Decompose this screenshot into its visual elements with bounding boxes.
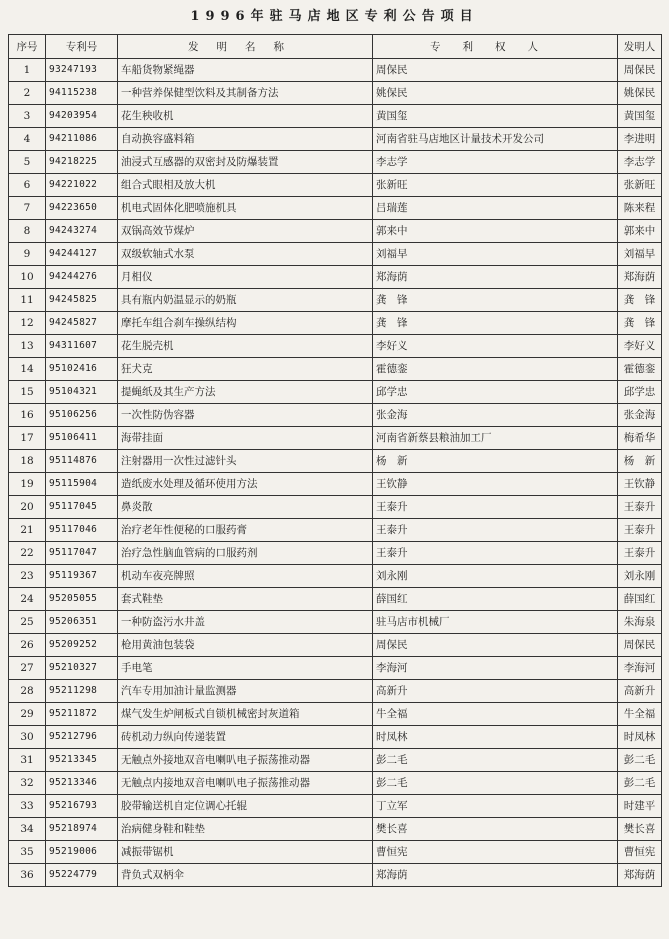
row-seq: 34	[9, 818, 46, 841]
row-inventor: 杨 新	[618, 450, 662, 473]
table-row	[9, 772, 662, 795]
table-row	[9, 749, 662, 772]
row-owner: 周保民	[373, 634, 618, 657]
row-owner: 李志学	[373, 151, 618, 174]
table-row	[9, 611, 662, 634]
table-row	[9, 841, 662, 864]
table-row	[9, 450, 662, 473]
row-patent-no: 95210327	[46, 657, 118, 680]
row-seq: 9	[9, 243, 46, 266]
row-inventor: 樊长喜	[618, 818, 662, 841]
row-patent-no: 95224779	[46, 864, 118, 887]
table-row	[9, 427, 662, 450]
row-patent-no: 94115238	[46, 82, 118, 105]
table-row	[9, 151, 662, 174]
row-inventor: 李好义	[618, 335, 662, 358]
row-inventor: 龚 锋	[618, 289, 662, 312]
row-inventor: 薛国红	[618, 588, 662, 611]
row-owner: 姚保民	[373, 82, 618, 105]
row-patent-no: 94218225	[46, 151, 118, 174]
row-owner: 周保民	[373, 59, 618, 82]
row-inventor: 周保民	[618, 634, 662, 657]
row-seq: 24	[9, 588, 46, 611]
row-inventor: 张新旺	[618, 174, 662, 197]
table-row	[9, 404, 662, 427]
row-inventor: 陈来程	[618, 197, 662, 220]
row-seq: 21	[9, 519, 46, 542]
row-name: 手电笔	[118, 657, 373, 680]
row-inventor: 郭来中	[618, 220, 662, 243]
row-patent-no: 95212796	[46, 726, 118, 749]
row-name: 枪用黄油包装袋	[118, 634, 373, 657]
row-inventor: 王泰升	[618, 542, 662, 565]
row-owner: 时凤林	[373, 726, 618, 749]
row-seq: 26	[9, 634, 46, 657]
row-seq: 5	[9, 151, 46, 174]
row-seq: 16	[9, 404, 46, 427]
row-inventor: 彭二毛	[618, 772, 662, 795]
table-row	[9, 565, 662, 588]
row-patent-no: 95206351	[46, 611, 118, 634]
row-patent-no: 95117046	[46, 519, 118, 542]
table-header-row	[9, 35, 662, 59]
row-seq: 1	[9, 59, 46, 82]
row-seq: 35	[9, 841, 46, 864]
row-seq: 23	[9, 565, 46, 588]
row-owner: 樊长喜	[373, 818, 618, 841]
row-seq: 18	[9, 450, 46, 473]
row-seq: 15	[9, 381, 46, 404]
table-row	[9, 542, 662, 565]
row-inventor: 牛全福	[618, 703, 662, 726]
table-row	[9, 174, 662, 197]
table-row	[9, 795, 662, 818]
row-name: 提蝇纸及其生产方法	[118, 381, 373, 404]
row-name: 汽车专用加油计量监测器	[118, 680, 373, 703]
row-seq: 30	[9, 726, 46, 749]
row-owner: 张新旺	[373, 174, 618, 197]
row-patent-no: 95213346	[46, 772, 118, 795]
row-name: 无触点内接地双音电喇叭电子振荡推动器	[118, 772, 373, 795]
row-seq: 14	[9, 358, 46, 381]
row-name: 机动车夜亮牌照	[118, 565, 373, 588]
table-row	[9, 726, 662, 749]
row-inventor: 霍德銮	[618, 358, 662, 381]
row-inventor: 王钦静	[618, 473, 662, 496]
row-name: 花生脱壳机	[118, 335, 373, 358]
row-patent-no: 95104321	[46, 381, 118, 404]
row-owner: 牛全福	[373, 703, 618, 726]
row-inventor: 邱学忠	[618, 381, 662, 404]
table-row	[9, 680, 662, 703]
row-inventor: 曹恒宪	[618, 841, 662, 864]
patent-table	[8, 34, 662, 887]
row-patent-no: 94211086	[46, 128, 118, 151]
row-name: 鼻炎散	[118, 496, 373, 519]
row-name: 机电式固体化肥喷施机具	[118, 197, 373, 220]
table-row	[9, 289, 662, 312]
row-seq: 6	[9, 174, 46, 197]
page-title: 1996年驻马店地区专利公告项目	[190, 9, 479, 24]
row-seq: 8	[9, 220, 46, 243]
row-owner: 彭二毛	[373, 749, 618, 772]
row-inventor: 时建平	[618, 795, 662, 818]
row-seq: 27	[9, 657, 46, 680]
row-inventor: 黄国玺	[618, 105, 662, 128]
row-owner: 王钦静	[373, 473, 618, 496]
row-patent-no: 95219006	[46, 841, 118, 864]
row-name: 油浸式互感器的双密封及防爆装置	[118, 151, 373, 174]
row-patent-no: 95205055	[46, 588, 118, 611]
row-name: 双锅高效节煤炉	[118, 220, 373, 243]
row-inventor: 彭二毛	[618, 749, 662, 772]
table-row	[9, 634, 662, 657]
row-seq: 32	[9, 772, 46, 795]
row-name: 一种营养保健型饮料及其制备方法	[118, 82, 373, 105]
row-inventor: 张金海	[618, 404, 662, 427]
row-name: 一种防盗污水井盖	[118, 611, 373, 634]
table-row	[9, 381, 662, 404]
row-seq: 13	[9, 335, 46, 358]
table-row	[9, 105, 662, 128]
table-row	[9, 496, 662, 519]
row-name: 狂犬克	[118, 358, 373, 381]
row-patent-no: 95216793	[46, 795, 118, 818]
table-row	[9, 266, 662, 289]
row-owner: 邱学忠	[373, 381, 618, 404]
table-row	[9, 358, 662, 381]
row-seq: 12	[9, 312, 46, 335]
row-patent-no: 95211298	[46, 680, 118, 703]
row-owner: 河南省驻马店地区计量技术开发公司	[373, 128, 618, 151]
row-inventor: 李进明	[618, 128, 662, 151]
row-patent-no: 94203954	[46, 105, 118, 128]
row-name: 治病健身鞋和鞋垫	[118, 818, 373, 841]
row-owner: 曹恒宪	[373, 841, 618, 864]
row-patent-no: 95209252	[46, 634, 118, 657]
row-seq: 3	[9, 105, 46, 128]
row-owner: 刘福早	[373, 243, 618, 266]
row-inventor: 高新升	[618, 680, 662, 703]
row-inventor: 李志学	[618, 151, 662, 174]
row-owner: 驻马店市机械厂	[373, 611, 618, 634]
row-name: 花生秧收机	[118, 105, 373, 128]
row-patent-no: 94221022	[46, 174, 118, 197]
table-row	[9, 657, 662, 680]
row-name: 一次性防伪容器	[118, 404, 373, 427]
table-row	[9, 703, 662, 726]
row-name: 自动换容盛料箱	[118, 128, 373, 151]
row-owner: 薛国红	[373, 588, 618, 611]
row-name: 减振带锯机	[118, 841, 373, 864]
row-name: 车船货物紧绳器	[118, 59, 373, 82]
table-row	[9, 519, 662, 542]
row-owner: 郑海荫	[373, 864, 618, 887]
row-name: 双级软轴式水泵	[118, 243, 373, 266]
row-seq: 33	[9, 795, 46, 818]
header-inventor: 发明人	[618, 35, 662, 59]
table-row	[9, 818, 662, 841]
row-name: 胶带输送机自定位调心托辊	[118, 795, 373, 818]
row-patent-no: 95106411	[46, 427, 118, 450]
row-inventor: 王泰升	[618, 496, 662, 519]
row-seq: 7	[9, 197, 46, 220]
row-owner: 吕瑞莲	[373, 197, 618, 220]
row-patent-no: 95115904	[46, 473, 118, 496]
row-owner: 杨 新	[373, 450, 618, 473]
table-row	[9, 312, 662, 335]
row-patent-no: 95117045	[46, 496, 118, 519]
row-owner: 郑海荫	[373, 266, 618, 289]
row-patent-no: 95117047	[46, 542, 118, 565]
row-seq: 31	[9, 749, 46, 772]
row-name: 海带挂面	[118, 427, 373, 450]
row-owner: 王泰升	[373, 542, 618, 565]
row-seq: 20	[9, 496, 46, 519]
row-seq: 4	[9, 128, 46, 151]
header-name: 发明名称	[118, 35, 373, 59]
row-patent-no: 95114876	[46, 450, 118, 473]
table-row	[9, 128, 662, 151]
row-inventor: 周保民	[618, 59, 662, 82]
row-seq: 17	[9, 427, 46, 450]
row-seq: 36	[9, 864, 46, 887]
row-seq: 22	[9, 542, 46, 565]
table-row	[9, 243, 662, 266]
row-owner: 丁立军	[373, 795, 618, 818]
row-name: 注射器用一次性过滤针头	[118, 450, 373, 473]
row-patent-no: 94243274	[46, 220, 118, 243]
row-owner: 黄国玺	[373, 105, 618, 128]
row-patent-no: 94245825	[46, 289, 118, 312]
header-seq: 序号	[9, 35, 46, 59]
row-seq: 28	[9, 680, 46, 703]
row-patent-no: 95106256	[46, 404, 118, 427]
row-inventor: 时凤林	[618, 726, 662, 749]
row-name: 造纸废水处理及循环使用方法	[118, 473, 373, 496]
row-inventor: 郑海荫	[618, 864, 662, 887]
row-owner: 王泰升	[373, 519, 618, 542]
row-patent-no: 95119367	[46, 565, 118, 588]
row-patent-no: 94244127	[46, 243, 118, 266]
row-inventor: 龚 锋	[618, 312, 662, 335]
row-patent-no: 95211872	[46, 703, 118, 726]
row-owner: 李海河	[373, 657, 618, 680]
row-inventor: 姚保民	[618, 82, 662, 105]
table-row	[9, 473, 662, 496]
row-name: 背负式双柄伞	[118, 864, 373, 887]
header-owner: 专利权人	[373, 35, 618, 59]
table-row	[9, 588, 662, 611]
row-name: 套式鞋垫	[118, 588, 373, 611]
row-inventor: 刘永刚	[618, 565, 662, 588]
row-owner: 刘永刚	[373, 565, 618, 588]
row-owner: 李好义	[373, 335, 618, 358]
table-row	[9, 59, 662, 82]
row-patent-no: 94311607	[46, 335, 118, 358]
row-patent-no: 94223650	[46, 197, 118, 220]
row-patent-no: 95218974	[46, 818, 118, 841]
row-inventor: 李海河	[618, 657, 662, 680]
row-name: 摩托车组合刹车操纵结构	[118, 312, 373, 335]
row-owner: 龚 锋	[373, 289, 618, 312]
row-seq: 2	[9, 82, 46, 105]
row-patent-no: 94244276	[46, 266, 118, 289]
row-name: 砖机动力纵向传递装置	[118, 726, 373, 749]
row-seq: 11	[9, 289, 46, 312]
row-patent-no: 93247193	[46, 59, 118, 82]
row-owner: 高新升	[373, 680, 618, 703]
row-owner: 龚 锋	[373, 312, 618, 335]
row-inventor: 王泰升	[618, 519, 662, 542]
row-name: 组合式眼相及放大机	[118, 174, 373, 197]
row-inventor: 郑海荫	[618, 266, 662, 289]
table-row	[9, 82, 662, 105]
row-patent-no: 94245827	[46, 312, 118, 335]
row-seq: 10	[9, 266, 46, 289]
table-row	[9, 197, 662, 220]
row-name: 具有瓶内奶温显示的奶瓶	[118, 289, 373, 312]
table-row	[9, 220, 662, 243]
row-owner: 王泰升	[373, 496, 618, 519]
row-name: 治疗急性脑血管病的口服药剂	[118, 542, 373, 565]
row-name: 煤气发生炉闸板式自锁机械密封灰道箱	[118, 703, 373, 726]
table-row	[9, 864, 662, 887]
table-row	[9, 335, 662, 358]
row-owner: 张金海	[373, 404, 618, 427]
row-owner: 郭来中	[373, 220, 618, 243]
row-patent-no: 95102416	[46, 358, 118, 381]
row-owner: 霍德銮	[373, 358, 618, 381]
header-patent-no: 专利号	[46, 35, 118, 59]
row-patent-no: 95213345	[46, 749, 118, 772]
row-name: 月相仪	[118, 266, 373, 289]
row-owner: 河南省新蔡县粮油加工厂	[373, 427, 618, 450]
row-seq: 25	[9, 611, 46, 634]
row-inventor: 刘福早	[618, 243, 662, 266]
row-owner: 彭二毛	[373, 772, 618, 795]
row-seq: 29	[9, 703, 46, 726]
row-name: 治疗老年性便秘的口服药膏	[118, 519, 373, 542]
row-seq: 19	[9, 473, 46, 496]
row-inventor: 朱海泉	[618, 611, 662, 634]
row-inventor: 梅希华	[618, 427, 662, 450]
row-name: 无触点外接地双音电喇叭电子振荡推动器	[118, 749, 373, 772]
